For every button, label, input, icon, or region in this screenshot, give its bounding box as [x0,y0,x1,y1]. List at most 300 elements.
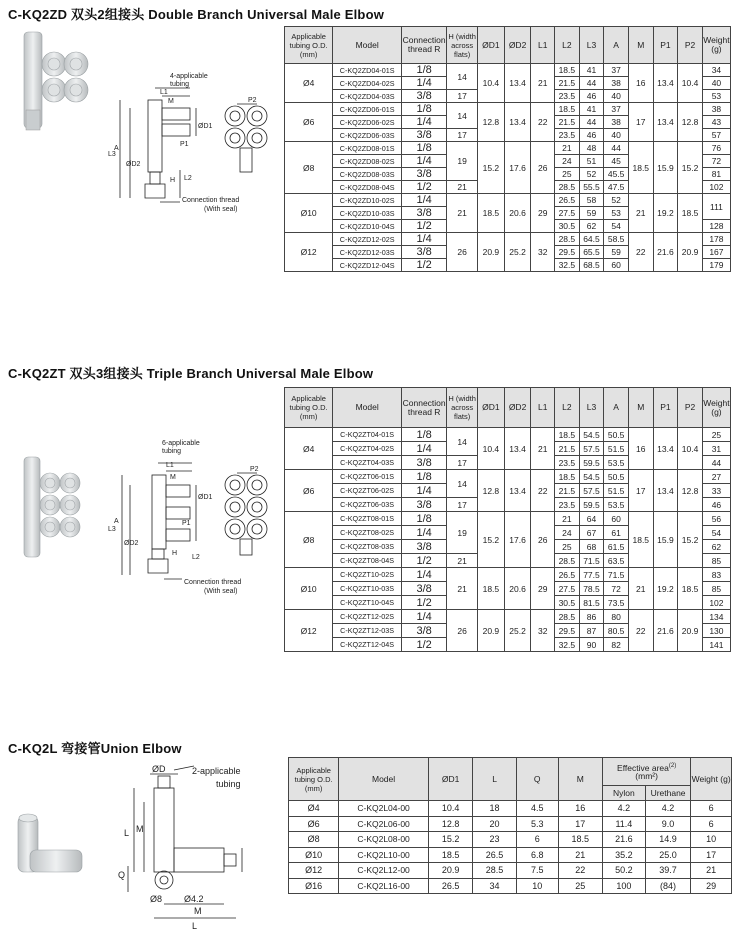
zt-weight-cell: 25 [702,428,730,442]
zt-a-cell: 60 [604,512,629,526]
ul-spec-table [288,757,732,894]
zt-dim-l1: L1 [166,462,174,469]
zt-dim-d2: ØD2 [124,540,139,547]
zd-dim-d2: ØD2 [126,161,141,168]
zd-thread-cell: 1/4 [402,116,447,129]
zd-thread-cell: 3/8 [402,168,447,181]
zt-h-cell: 19 [447,512,478,554]
zd-od-cell: Ø12 [285,233,333,272]
ul-d1-cell: 12.8 [428,816,472,832]
ul-h-q: Q [516,758,558,801]
zt-a-cell: 61.5 [604,540,629,554]
ul-l-cell: 26.5 [473,847,517,863]
zd-a-cell: 54 [604,220,629,233]
zd-thread-cell: 1/4 [402,155,447,168]
zt-p1-cell: 21.6 [653,610,678,652]
ul-weight-cell: 10 [691,832,732,848]
zt-p1-cell: 13.4 [653,470,678,512]
zt-model-cell: C-KQ2ZT12-04S [333,638,402,652]
zd-a-cell: 53 [604,207,629,220]
zd-l3-cell: 68.5 [579,259,604,272]
ul-dimension-drawing [102,762,282,932]
ul-dim-m-vert: M [136,824,144,834]
table-row [285,64,731,77]
table-row [285,233,731,246]
zd-a-cell: 60 [604,259,629,272]
zt-model-cell: C-KQ2ZT08-03S [333,540,402,554]
zt-weight-cell: 27 [702,470,730,484]
zd-thread-cell: 1/8 [402,64,447,77]
zd-l2-cell: 23.5 [555,129,580,142]
zt-l1-cell: 21 [531,428,555,470]
ul-dim-d8: Ø8 [150,894,163,904]
ul-h-eff-unit: (mm²) [635,771,658,782]
zt-h-cell: 17 [447,498,478,512]
zt-model-cell: C-KQ2ZT06-03S [333,498,402,512]
zt-weight-cell: 141 [702,638,730,652]
zd-a-cell: 37 [604,64,629,77]
zt-thread-cell: 3/8 [402,540,447,554]
zt-header-2: Connection thread R [402,388,447,428]
ul-od-cell: Ø10 [289,847,339,863]
zt-thread-cell: 1/4 [402,484,447,498]
zt-a-cell: 80 [604,610,629,624]
zd-header-10: M [628,27,653,64]
zd-model-cell: C-KQ2ZD06-01S [333,103,402,116]
zt-thread-cell: 1/4 [402,610,447,624]
ul-model-cell: C-KQ2L06-00 [339,816,429,832]
ul-d1-cell: 26.5 [428,878,472,894]
zd-header-4: ØD1 [478,27,505,64]
zt-weight-cell: 33 [702,484,730,498]
zd-a-cell: 45.5 [604,168,629,181]
zt-p2-cell: 15.2 [678,512,703,568]
zt-l2-cell: 29.5 [555,624,580,638]
zt-l2-cell: 32.5 [555,638,580,652]
zd-header-7: L2 [555,27,580,64]
zt-thread-cell: 3/8 [402,456,447,470]
zt-h-cell: 14 [447,428,478,456]
zt-a-cell: 73.5 [604,596,629,610]
ul-m-cell: 18.5 [558,832,602,848]
ul-weight-cell: 21 [691,863,732,879]
zd-header-6: L1 [531,27,555,64]
zd-drawing-conn: Connection thread [182,197,240,204]
zd-header-12: P2 [678,27,703,64]
zt-model-cell: C-KQ2ZT06-02S [333,484,402,498]
zd-l3-cell: 46 [579,129,604,142]
ul-d1-cell: 10.4 [428,801,472,817]
zd-header-row [285,27,731,64]
zt-weight-cell: 46 [702,498,730,512]
zd-dim-h: H [170,177,176,184]
zt-l3-cell: 57.5 [579,442,604,456]
zd-thread-cell: 1/2 [402,259,447,272]
zt-m-cell: 22 [628,610,653,652]
zd-l3-cell: 46 [579,90,604,103]
zd-thread-cell: 3/8 [402,90,447,103]
zt-model-cell: C-KQ2ZT10-03S [333,582,402,596]
ul-urethane-cell: (84) [645,878,691,894]
zd-l2-cell: 25 [555,168,580,181]
zt-a-cell: 82 [604,638,629,652]
ul-weight-cell: 29 [691,878,732,894]
zt-m-cell: 18.5 [628,512,653,568]
zd-l2-cell: 24 [555,155,580,168]
zt-d2-cell: 13.4 [504,428,531,470]
zt-l3-cell: 71.5 [579,554,604,568]
zt-l2-cell: 27.5 [555,582,580,596]
ul-weight-cell: 17 [691,847,732,863]
zt-section-title: C-KQ2ZT 双头3组接头 Triple Branch Universal Male Elbow [8,366,374,381]
zt-d1-cell: 15.2 [478,512,505,568]
zt-a-cell: 63.5 [604,554,629,568]
zd-h-cell: 19 [447,142,478,181]
ul-m-cell: 21 [558,847,602,863]
zt-dim-l2: L2 [192,554,200,561]
zd-a-cell: 52 [604,194,629,207]
zt-thread-cell: 3/8 [402,582,447,596]
ul-q-cell: 4.5 [516,801,558,817]
zd-l2-cell: 27.5 [555,207,580,220]
zd-p2-cell: 15.2 [678,142,703,194]
zd-weight-cell: 167 [702,246,730,259]
zt-weight-cell: 85 [702,554,730,568]
ul-nylon-cell: 35.2 [602,847,645,863]
zd-m-cell: 16 [628,64,653,103]
ul-nylon-cell: 100 [602,878,645,894]
zt-l1-cell: 29 [531,568,555,610]
zd-section-title: C-KQ2ZD 双头2组接头 Double Branch Universal Male Elbow [8,7,385,22]
ul-h-urethane: Urethane [645,786,691,801]
table-row [289,832,732,848]
zd-thread-cell: 3/8 [402,129,447,142]
ul-urethane-cell: 14.9 [645,832,691,848]
zd-dim-a: A [114,145,119,152]
table-row [285,610,731,624]
zt-p2-cell: 20.9 [678,610,703,652]
zt-header-11: P1 [653,388,678,428]
zd-l3-cell: 62 [579,220,604,233]
zd-l2-cell: 18.5 [555,64,580,77]
zt-header-1: Model [333,388,402,428]
zt-l3-cell: 77.5 [579,568,604,582]
ul-dim-d: ØD [152,764,166,774]
zd-l2-cell: 28.5 [555,233,580,246]
zt-l2-cell: 23.5 [555,498,580,512]
zt-a-cell: 50.5 [604,428,629,442]
table-row [285,428,731,442]
ul-h-model: Model [339,758,429,801]
zt-m-cell: 16 [628,428,653,470]
zd-l3-cell: 51 [579,155,604,168]
zd-dimension-drawing [100,70,280,220]
ul-nylon-cell: 50.2 [602,863,645,879]
zt-h-cell: 26 [447,610,478,652]
table-row [289,816,732,832]
zd-l2-cell: 28.5 [555,181,580,194]
ul-h-nylon: Nylon [602,786,645,801]
zd-d1-cell: 20.9 [478,233,505,272]
ul-l-cell: 18 [473,801,517,817]
zt-drawing-seal: (With seal) [204,588,238,595]
zd-l2-cell: 26.5 [555,194,580,207]
zt-header-8: L3 [579,388,604,428]
ul-q-cell: 6.8 [516,847,558,863]
ul-nylon-cell: 21.6 [602,832,645,848]
zd-p1-cell: 13.4 [653,103,678,142]
zd-drawing-seal: (With seal) [204,206,238,213]
zt-thread-cell: 1/4 [402,442,447,456]
ul-drawing-tubing: tubing [216,779,241,789]
zt-a-cell: 51.5 [604,442,629,456]
zd-l3-cell: 41 [579,64,604,77]
zd-d2-cell: 20.6 [504,194,531,233]
zd-model-cell: C-KQ2ZD08-01S [333,142,402,155]
zt-header-6: L1 [531,388,555,428]
ul-model-cell: C-KQ2L04-00 [339,801,429,817]
zd-m-cell: 22 [628,233,653,272]
zt-header-5: ØD2 [504,388,531,428]
zd-dim-m: M [168,98,174,105]
zd-weight-cell: 57 [702,129,730,142]
zt-l2-cell: 24 [555,526,580,540]
zt-a-cell: 72 [604,582,629,596]
zt-l1-cell: 22 [531,470,555,512]
zt-dimension-drawing [100,435,280,605]
zt-p1-cell: 13.4 [653,428,678,470]
table-row [285,512,731,526]
table-row [289,878,732,894]
zd-weight-cell: 81 [702,168,730,181]
zt-l2-cell: 26.5 [555,568,580,582]
zd-d2-cell: 13.4 [504,64,531,103]
zd-weight-cell: 128 [702,220,730,233]
ul-od-cell: Ø12 [289,863,339,879]
zt-l1-cell: 32 [531,610,555,652]
zt-od-cell: Ø12 [285,610,333,652]
ul-urethane-cell: 39.7 [645,863,691,879]
zd-model-cell: C-KQ2ZD12-02S [333,233,402,246]
zd-od-cell: Ø4 [285,64,333,103]
zt-l3-cell: 81.5 [579,596,604,610]
ul-dim-l-horz: L [192,921,198,931]
zt-weight-cell: 134 [702,610,730,624]
zt-model-cell: C-KQ2ZT06-01S [333,470,402,484]
zt-header-0: Applicable tubing O.D. (mm) [285,388,333,428]
zd-weight-cell: 179 [702,259,730,272]
zd-l2-cell: 21 [555,142,580,155]
zd-thread-cell: 1/8 [402,103,447,116]
zd-a-cell: 38 [604,77,629,90]
zd-model-cell: C-KQ2ZD04-01S [333,64,402,77]
zt-thread-cell: 1/4 [402,568,447,582]
zt-drawing-tubing: tubing [162,448,182,455]
zt-p2-cell: 12.8 [678,470,703,512]
zt-header-12: P2 [678,388,703,428]
zd-drawing-applicable: 4-applicable [170,73,208,80]
zd-l1-cell: 32 [531,233,555,272]
ul-model-cell: C-KQ2L10-00 [339,847,429,863]
zd-model-cell: C-KQ2ZD10-04S [333,220,402,233]
zt-l3-cell: 59.5 [579,498,604,512]
zt-l3-cell: 59.5 [579,456,604,470]
zt-l3-cell: 87 [579,624,604,638]
zt-thread-cell: 1/8 [402,428,447,442]
zd-header-11: P1 [653,27,678,64]
ul-od-cell: Ø8 [289,832,339,848]
zt-l3-cell: 90 [579,638,604,652]
zt-d2-cell: 13.4 [504,470,531,512]
zd-l1-cell: 29 [531,194,555,233]
zt-model-cell: C-KQ2ZT10-02S [333,568,402,582]
ul-d1-cell: 15.2 [428,832,472,848]
zd-l3-cell: 44 [579,116,604,129]
zt-l3-cell: 68 [579,540,604,554]
zt-l1-cell: 26 [531,512,555,568]
zt-d1-cell: 20.9 [478,610,505,652]
ul-d1-cell: 18.5 [428,847,472,863]
ul-model-cell: C-KQ2L12-00 [339,863,429,879]
zt-header-9: A [604,388,629,428]
ul-dim-l-vert: L [124,828,130,838]
zd-l2-cell: 18.5 [555,103,580,116]
zt-weight-cell: 31 [702,442,730,456]
zt-l2-cell: 21.5 [555,484,580,498]
zt-thread-cell: 3/8 [402,624,447,638]
ul-l-cell: 34 [473,878,517,894]
zd-drawing-tubing: tubing [170,81,190,88]
zd-table-body [285,64,731,272]
zt-a-cell: 61 [604,526,629,540]
zd-l3-cell: 41 [579,103,604,116]
ul-weight-cell: 6 [691,801,732,817]
ul-h-eff [602,758,690,786]
zd-l2-cell: 21.5 [555,116,580,129]
ul-dim-d42: Ø4.2 [184,894,204,904]
zt-l2-cell: 25 [555,540,580,554]
zd-weight-cell: 38 [702,103,730,116]
zt-weight-cell: 54 [702,526,730,540]
table-row [285,470,731,484]
zt-header-4: ØD1 [478,388,505,428]
zd-a-cell: 38 [604,116,629,129]
zt-header-row [285,388,731,428]
ul-m-cell: 25 [558,878,602,894]
zt-weight-cell: 44 [702,456,730,470]
zt-thread-cell: 1/2 [402,554,447,568]
zt-thread-cell: 1/8 [402,470,447,484]
zt-model-cell: C-KQ2ZT08-04S [333,554,402,568]
zt-table-body [285,428,731,652]
ul-header-row-1 [289,758,732,786]
zd-a-cell: 58.5 [604,233,629,246]
zt-l3-cell: 54.5 [579,428,604,442]
zt-h-cell: 21 [447,554,478,568]
zd-m-cell: 18.5 [628,142,653,194]
zd-product-photo [10,28,102,138]
zd-weight-cell: 43 [702,116,730,129]
zd-l1-cell: 26 [531,142,555,194]
zt-model-cell: C-KQ2ZT04-03S [333,456,402,470]
zt-p2-cell: 18.5 [678,568,703,610]
zt-model-cell: C-KQ2ZT12-03S [333,624,402,638]
zt-p1-cell: 19.2 [653,568,678,610]
zt-a-cell: 50.5 [604,470,629,484]
zd-p2-cell: 12.8 [678,103,703,142]
ul-dim-q: Q [118,870,126,880]
zd-h-cell: 17 [447,90,478,103]
zd-model-cell: C-KQ2ZD04-03S [333,90,402,103]
zt-thread-cell: 1/8 [402,512,447,526]
zt-weight-cell: 83 [702,568,730,582]
ul-urethane-cell: 4.2 [645,801,691,817]
zd-model-cell: C-KQ2ZD08-04S [333,181,402,194]
zd-thread-cell: 3/8 [402,246,447,259]
zt-d1-cell: 18.5 [478,568,505,610]
zt-l3-cell: 67 [579,526,604,540]
zd-h-cell: 26 [447,233,478,272]
zt-d2-cell: 25.2 [504,610,531,652]
zd-a-cell: 59 [604,246,629,259]
ul-nylon-cell: 11.4 [602,816,645,832]
zt-a-cell: 80.5 [604,624,629,638]
zd-p2-cell: 20.9 [678,233,703,272]
zd-header-13: Weight (g) [702,27,730,64]
zt-m-cell: 17 [628,470,653,512]
zd-l3-cell: 59 [579,207,604,220]
zt-drawing-applicable: 6-applicable [162,440,200,447]
zt-header-10: M [628,388,653,428]
zd-l2-cell: 21.5 [555,77,580,90]
ul-h-weight: Weight (g) [691,758,732,801]
zt-od-cell: Ø6 [285,470,333,512]
zd-l3-cell: 48 [579,142,604,155]
zd-d2-cell: 25.2 [504,233,531,272]
zd-dim-p1: P1 [180,141,189,148]
zd-l3-cell: 44 [579,77,604,90]
zt-model-cell: C-KQ2ZT04-01S [333,428,402,442]
zt-a-cell: 51.5 [604,484,629,498]
zd-model-cell: C-KQ2ZD12-04S [333,259,402,272]
ul-table-body [289,801,732,894]
zt-weight-cell: 56 [702,512,730,526]
zd-thread-cell: 1/2 [402,181,447,194]
zd-weight-cell: 40 [702,77,730,90]
zt-weight-cell: 62 [702,540,730,554]
zd-a-cell: 40 [604,129,629,142]
zt-header-13: Weight (g) [702,388,730,428]
zd-a-cell: 40 [604,90,629,103]
zd-d1-cell: 18.5 [478,194,505,233]
zd-model-cell: C-KQ2ZD06-03S [333,129,402,142]
zt-h-cell: 14 [447,470,478,498]
table-row [289,863,732,879]
zd-header-2: Connection thread R [402,27,447,64]
zd-l2-cell: 30.5 [555,220,580,233]
zd-a-cell: 45 [604,155,629,168]
zd-l3-cell: 58 [579,194,604,207]
zt-thread-cell: 1/2 [402,638,447,652]
zt-a-cell: 53.5 [604,456,629,470]
zt-od-cell: Ø4 [285,428,333,470]
zt-model-cell: C-KQ2ZT10-04S [333,596,402,610]
zt-model-cell: C-KQ2ZT12-02S [333,610,402,624]
zd-l2-cell: 32.5 [555,259,580,272]
ul-od-cell: Ø16 [289,878,339,894]
ul-q-cell: 6 [516,832,558,848]
ul-model-cell: C-KQ2L16-00 [339,878,429,894]
